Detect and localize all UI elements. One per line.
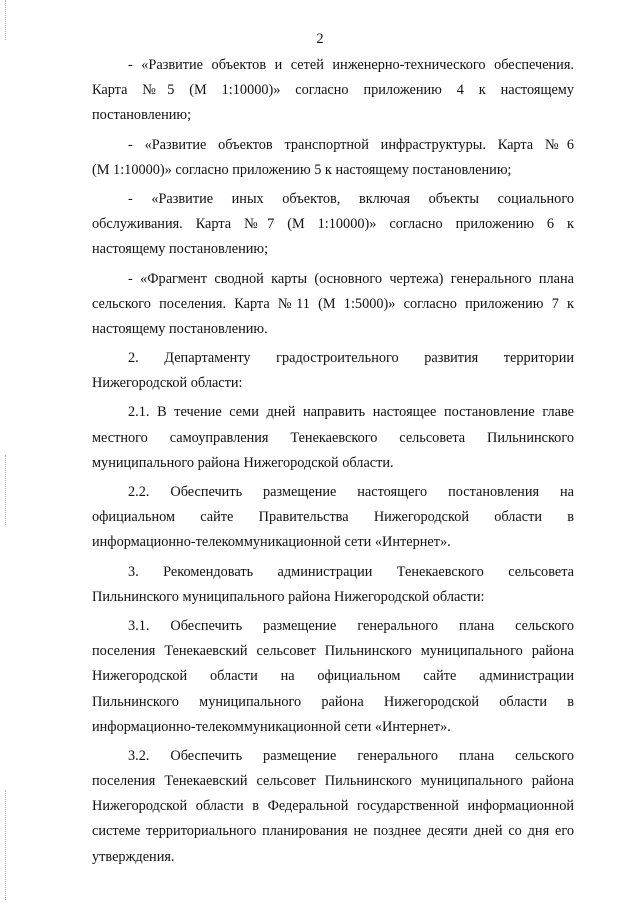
text-line: поселения Тенекаевский сельсовет Пильнинского муниципального района	[92, 773, 574, 790]
text-line: 3.2. Обеспечить размещение генерального плана сельского	[128, 747, 574, 764]
text-line: - «Развитие объектов транспортной инфраструктуры. Карта №6	[128, 136, 574, 153]
text-line: настоящему постановлению.	[92, 320, 268, 337]
document-body	[92, 53, 574, 870]
paragraph-clause-2	[92, 346, 574, 396]
scan-edge-mark	[5, 790, 7, 900]
text-line: Пильнинского муниципального района Нижегородской области:	[92, 588, 485, 605]
text-line: поселения Тенекаевский сельсовет Пильнинского муниципального района	[92, 643, 574, 660]
text-line: 3. Рекомендовать администрации Тенекаевского сельсовета	[128, 563, 574, 580]
text-line: - «Развитие объектов и сетей инженерно-технического обеспечения.	[128, 57, 574, 73]
text-line: Карта №5 (М 1:10000)» согласно приложению 4 к настоящему	[92, 82, 574, 99]
paragraph-clause-3	[92, 560, 574, 610]
paragraph-item-map-11	[92, 267, 574, 343]
paragraph-clause-3-1	[92, 614, 574, 740]
paragraph-item-map-7	[92, 187, 574, 263]
text-line: постановлению;	[92, 107, 192, 124]
paragraph-clause-3-2	[92, 744, 574, 870]
text-line: - «Развитие иных объектов, включая объекты социального	[128, 190, 574, 207]
text-line: местного самоуправления Тенекаевского сельсовета Пильнинского	[92, 429, 574, 446]
text-line: 3.1. Обеспечить размещение генерального плана сельского	[128, 617, 574, 634]
scan-edge-mark	[5, 455, 7, 525]
text-line: официальном сайте Правительства Нижегородской области в	[92, 509, 574, 526]
text-line: (М 1:10000)» согласно приложению 5 к настоящему постановлению;	[92, 161, 512, 178]
text-line: 2.1. В течение семи дней направить настоящее постановление главе	[128, 404, 574, 421]
text-line: Нижегородской области:	[92, 375, 243, 392]
text-line: настоящему постановлению;	[92, 241, 269, 258]
text-line: сельского поселения. Карта №11 (М 1:5000)» согласно приложению 7 к	[92, 295, 574, 312]
text-line: 2.2. Обеспечить размещение настоящего постановления на	[128, 484, 574, 500]
text-line: Нижегородской области в Федеральной государственной информационной	[92, 798, 574, 815]
text-line: утверждения.	[92, 848, 175, 865]
page-number: 2	[316, 31, 324, 47]
paragraph-clause-2-2	[92, 480, 574, 556]
text-line: Нижегородской области на официальном сайте администрации	[92, 668, 574, 685]
text-line: муниципального района Нижегородской области.	[92, 454, 394, 471]
text-line: 2. Департаменту градостроительного развития территории	[128, 350, 574, 367]
text-line: информационно-телекоммуникационной сети «Интернет».	[92, 534, 451, 551]
paragraph-item-map-5	[92, 53, 574, 129]
text-line: обслуживания. Карта №7 (М 1:10000)» согласно приложению 6 к	[92, 216, 574, 233]
text-line: информационно-телекоммуникационной сети «Интернет».	[92, 718, 451, 735]
text-line: системе территориального планирования не позднее десяти дней со дня его	[92, 823, 574, 840]
paragraph-item-map-6	[92, 133, 574, 183]
paragraph-clause-2-1	[92, 400, 574, 476]
text-line: Пильнинского муниципального района Нижегородской области в	[92, 693, 574, 710]
text-line: - «Фрагмент сводной карты (основного чертежа) генерального плана	[128, 270, 574, 287]
